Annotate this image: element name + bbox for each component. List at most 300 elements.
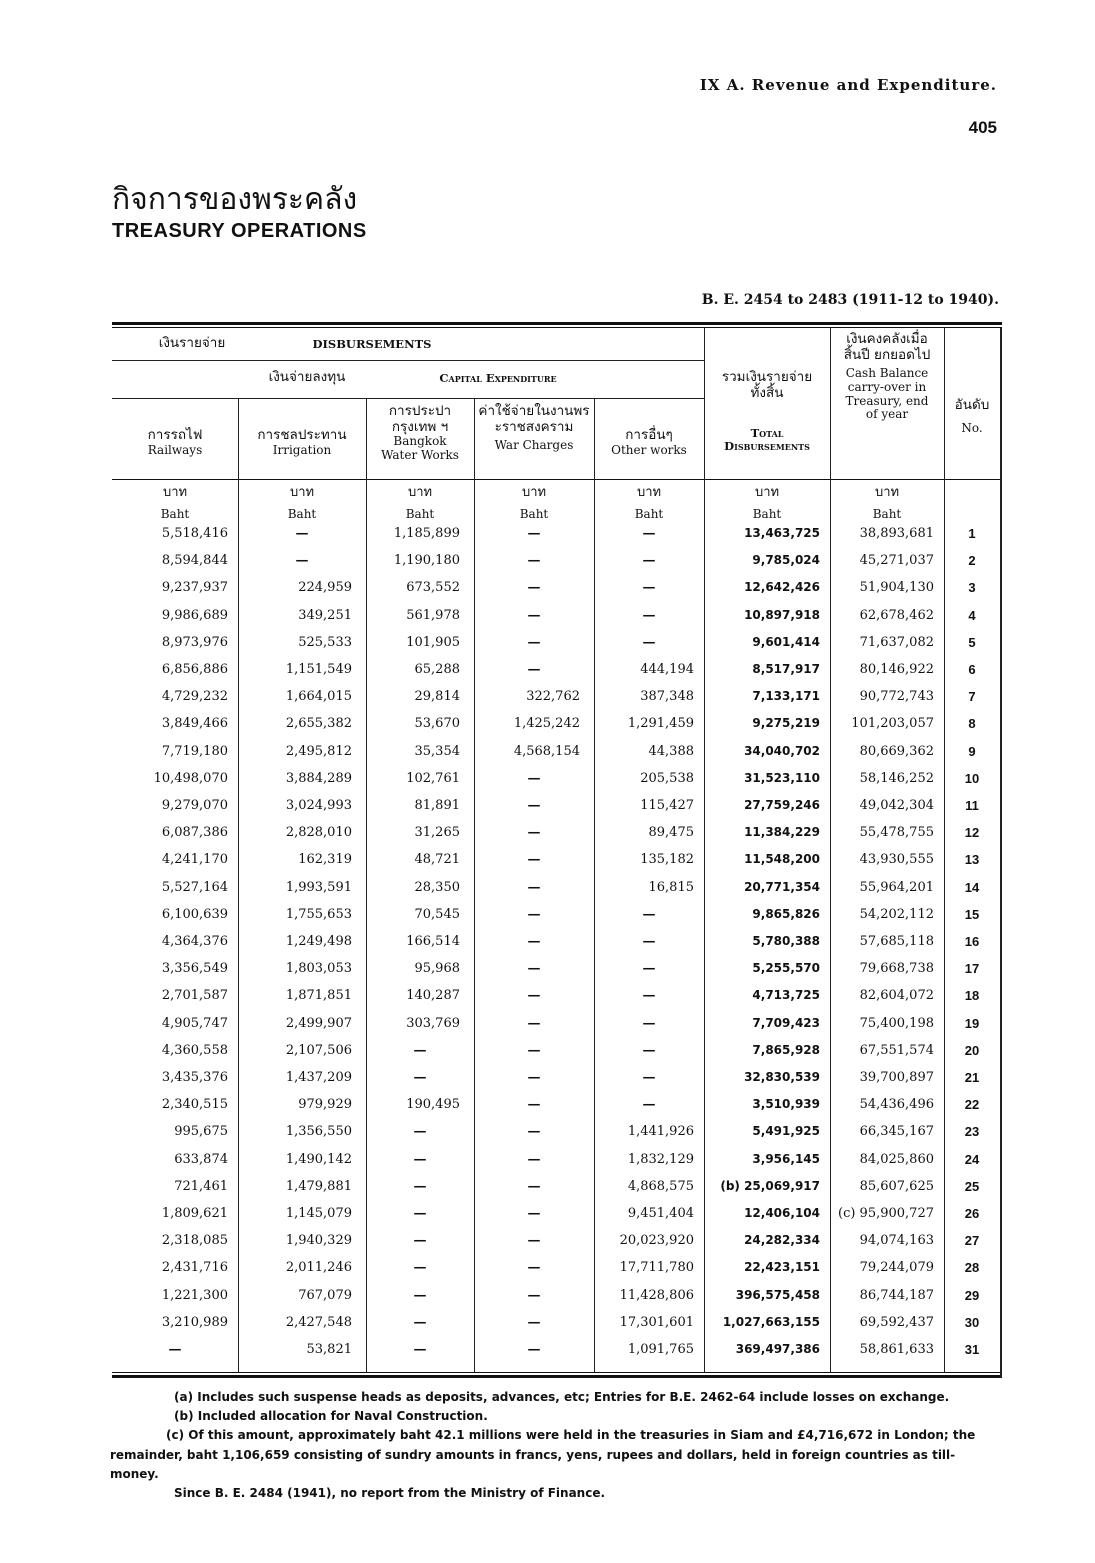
table-cell: 9,865,826 [752, 906, 820, 921]
table-cell: 84,025,860 [859, 1151, 934, 1167]
table-cell: 9,237,937 [161, 580, 228, 596]
row-number: 30 [964, 1314, 980, 1330]
table-row [112, 526, 1002, 553]
table-top-rule [112, 322, 1002, 325]
table-cell: 75,400,198 [859, 1015, 934, 1031]
row-number: 14 [964, 879, 980, 895]
table-cell: 3,884,289 [285, 770, 352, 786]
table-row [112, 825, 1002, 852]
row-number: 11 [965, 798, 979, 813]
table-cell: 9,451,404 [627, 1206, 694, 1221]
row-number: 4 [968, 607, 976, 623]
table-cell: — [527, 770, 541, 786]
table-cell: 2,318,085 [161, 1233, 228, 1249]
table-cell: 205,538 [640, 770, 694, 786]
table-row [112, 907, 1002, 934]
table-cell: — [527, 988, 541, 1004]
col-head-total [704, 370, 830, 453]
table-cell: 1,151,549 [285, 662, 352, 677]
table-cell: 387,348 [640, 689, 694, 705]
unit-baht: Baht [752, 507, 782, 521]
table-cell: — [527, 1178, 541, 1194]
table-cell: 69,592,437 [859, 1314, 934, 1330]
table-cell: 7,709,423 [752, 1015, 820, 1030]
table-cell: 3,435,376 [161, 1070, 228, 1085]
table-row [112, 689, 1002, 716]
table-cell: 102,761 [406, 770, 460, 786]
row-number: 12 [964, 825, 980, 841]
table-cell: 767,079 [298, 1287, 352, 1303]
table-cell: 2,431,716 [161, 1260, 228, 1276]
table-cell: 162,319 [298, 852, 352, 868]
table-cell: 66,345,167 [859, 1124, 934, 1140]
page-number: 405 [968, 118, 997, 137]
table-cell: 80,146,922 [859, 662, 934, 677]
table-cell: — [642, 580, 656, 596]
table-cell: — [295, 526, 309, 541]
unit-baht: Baht [160, 507, 190, 521]
table-row [112, 662, 1002, 689]
table-cell: 38,893,681 [859, 526, 934, 541]
table-cell: — [413, 1070, 427, 1085]
table-cell: 8,973,976 [161, 634, 228, 650]
row-number: 28 [964, 1260, 980, 1276]
table-cell: 1,993,591 [285, 879, 352, 895]
table-cell: — [642, 1015, 656, 1031]
table-cell: 2,701,587 [161, 988, 228, 1004]
col-thai: การรถไฟ [147, 427, 203, 443]
table-row [112, 716, 1002, 743]
table-cell: 79,244,079 [859, 1260, 934, 1276]
row-number: 23 [964, 1124, 980, 1140]
unit-thai: บาท [521, 485, 547, 500]
table-cell: 94,074,163 [859, 1233, 934, 1249]
table-cell: — [527, 1233, 541, 1249]
table-cell: 28,350 [414, 879, 460, 895]
table-cell: 1,145,079 [285, 1206, 352, 1221]
table-cell: (b) 25,069,917 [720, 1178, 820, 1193]
table-cell: 13,463,725 [744, 526, 820, 540]
table-cell: 11,548,200 [744, 852, 820, 867]
table-cell: 166,514 [406, 934, 460, 949]
table-cell: — [642, 961, 656, 977]
table-cell: — [413, 1314, 427, 1330]
table-cell: 2,499,907 [285, 1015, 352, 1031]
table-cell: — [527, 934, 541, 949]
table-cell: 55,964,201 [859, 879, 934, 895]
table-cell: 62,678,462 [859, 607, 934, 623]
table-cell: 3,356,549 [161, 961, 228, 977]
table-cell: — [527, 1287, 541, 1303]
capital-label: Capital Expenditure [439, 371, 557, 385]
col-head-other [594, 428, 704, 457]
table-cell: 31,265 [414, 825, 460, 841]
table-cell: 190,495 [406, 1097, 460, 1113]
table-cell: 29,814 [414, 689, 460, 705]
col-head-railways [112, 428, 238, 457]
table-cell: 1,871,851 [285, 988, 352, 1004]
table-cell: 43,930,555 [859, 852, 934, 868]
unit-thai: บาท [874, 485, 900, 500]
table-cell: 12,642,426 [744, 580, 820, 595]
table-cell: 70,545 [414, 906, 460, 922]
table-cell: 11,384,229 [744, 825, 820, 840]
table-cell: 303,769 [406, 1015, 460, 1031]
table-cell: 9,785,024 [752, 553, 820, 568]
row-number: 15 [964, 906, 980, 922]
table-cell: 2,340,515 [161, 1097, 228, 1113]
table-cell: — [642, 634, 656, 650]
table-cell: 32,830,539 [744, 1070, 820, 1084]
table-cell: 20,771,354 [744, 879, 820, 894]
unit-thai: บาท [289, 485, 315, 500]
footnote-since: Since B. E. 2484 (1941), no report from the Ministry of Finance. [174, 1485, 606, 1500]
table-cell: 71,637,082 [859, 634, 934, 650]
table-row [112, 852, 1002, 879]
table-cell: 7,133,171 [752, 689, 820, 704]
row-number: 18 [964, 988, 980, 1004]
table-cell: 369,497,386 [735, 1342, 820, 1356]
table-cell: — [527, 852, 541, 868]
row-number: 5 [968, 634, 976, 650]
table-cell: — [413, 1151, 427, 1167]
row-number: 27 [964, 1233, 980, 1249]
table-cell: 3,024,993 [285, 798, 352, 813]
row-number: 22 [964, 1097, 980, 1113]
col-head-waterworks [366, 404, 474, 463]
table-cell: — [527, 879, 541, 895]
table-cell: 1,091,765 [627, 1342, 694, 1357]
unit-baht: Baht [405, 507, 435, 521]
table-cell: 2,655,382 [285, 716, 352, 732]
table-cell: 95,968 [414, 961, 460, 977]
table-cell: — [413, 1124, 427, 1140]
row-number: 10 [964, 770, 980, 786]
row-number: 1 [968, 526, 976, 541]
table-cell: 349,251 [298, 607, 352, 623]
table-row [112, 988, 1002, 1015]
table-row [112, 880, 1002, 907]
row-number: 6 [968, 662, 976, 677]
row-number: 29 [964, 1287, 980, 1303]
col-en: No. [961, 420, 983, 435]
table-cell: 65,288 [414, 662, 460, 677]
table-row [112, 580, 1002, 607]
table-cell: 17,301,601 [619, 1314, 694, 1330]
table-cell: 6,087,386 [161, 825, 228, 841]
table-cell: 4,713,725 [752, 988, 820, 1003]
table-cell: 4,241,170 [161, 852, 228, 868]
table-cell: 995,675 [174, 1124, 228, 1140]
unit-baht: Baht [287, 507, 317, 521]
table-cell: 58,861,633 [859, 1342, 934, 1357]
table-row [112, 1206, 1002, 1233]
table-row [112, 1260, 1002, 1287]
disbursements-thai: เงินรายจ่าย [158, 335, 226, 351]
table-bottom-rule [112, 1375, 1002, 1378]
table-cell: — [413, 1042, 427, 1058]
table-cell: 5,491,925 [752, 1124, 820, 1139]
capital-thai: เงินจ่ายลงทุน [268, 369, 346, 385]
table-cell: 673,552 [406, 580, 460, 596]
table-cell: 4,360,558 [161, 1042, 228, 1058]
col-thai: การประปา กรุงเทพ ฯ [388, 403, 452, 435]
col-thai: การชลประทาน [257, 427, 347, 443]
table-cell: 10,897,918 [744, 607, 820, 622]
table-cell: 11,428,806 [619, 1287, 694, 1303]
table-cell: — [527, 607, 541, 623]
table-cell: 101,203,057 [851, 716, 934, 732]
table-cell: 44,388 [648, 743, 694, 759]
table-cell: — [527, 1015, 541, 1031]
table-cell: 79,668,738 [859, 961, 934, 977]
table-cell: 322,762 [526, 689, 580, 705]
table-cell: 85,607,625 [859, 1178, 934, 1194]
table-cell: 4,868,575 [627, 1178, 694, 1194]
table-cell: 1,832,129 [627, 1151, 694, 1167]
col-head-irrigation [238, 428, 366, 457]
table-cell: 4,364,376 [161, 934, 228, 949]
table-cell: 3,956,145 [752, 1151, 820, 1166]
table-row [112, 1315, 1002, 1342]
footnote-b: (b) Included allocation for Naval Construction. [174, 1409, 488, 1424]
row-number: 17 [964, 961, 980, 977]
table-cell: 1,291,459 [627, 716, 694, 732]
table-cell: — [527, 1042, 541, 1058]
table-cell: — [413, 1342, 427, 1357]
table-cell: (c) 95,900,727 [838, 1206, 934, 1221]
table-cell: 4,729,232 [161, 689, 228, 705]
table-cell: 31,523,110 [744, 770, 820, 785]
table-cell: — [527, 526, 541, 541]
unit-baht: Baht [519, 507, 549, 521]
table-row [112, 1288, 1002, 1315]
table-cell: — [642, 934, 656, 949]
table-cell: — [527, 553, 541, 569]
col-en: Other works [611, 442, 687, 457]
table-cell: 4,905,747 [161, 1015, 228, 1031]
table-cell: 7,719,180 [161, 743, 228, 759]
table-cell: 1,027,663,155 [722, 1314, 820, 1329]
table-cell: 35,354 [414, 743, 460, 759]
table-cell: 6,856,886 [161, 662, 228, 677]
table-row [112, 1179, 1002, 1206]
table-cell: 444,194 [640, 662, 694, 677]
table-cell: 9,986,689 [161, 607, 228, 623]
table-cell: 140,287 [406, 988, 460, 1004]
row-number: 13 [964, 852, 980, 868]
period-label: B. E. 2454 to 2483 (1911-12 to 1940). [701, 292, 999, 308]
table-cell: 561,978 [406, 607, 460, 623]
table-cell: 3,510,939 [752, 1097, 820, 1112]
table-cell: — [413, 1287, 427, 1303]
table-cell: 396,575,458 [735, 1287, 820, 1302]
table-cell: 721,461 [174, 1178, 228, 1194]
table-cell: 8,517,917 [752, 662, 820, 676]
unit-baht: Baht [872, 507, 902, 521]
table-cell: 9,279,070 [161, 798, 228, 813]
table-cell: 2,427,548 [285, 1314, 352, 1330]
table-cell: 54,202,112 [859, 906, 934, 922]
table-cell: 17,711,780 [619, 1260, 694, 1276]
table-row [112, 744, 1002, 771]
col-thai: การอื่นๆ [625, 427, 673, 443]
table-cell: 39,700,897 [859, 1070, 934, 1085]
unit-thai: บาท [754, 485, 780, 500]
table-cell: 979,929 [298, 1097, 352, 1113]
footnote-c: (c) Of this amount, approximately baht 42.1 millions were held in the treasuries in Siam and £4,716,672 in London; the remainder, baht 1,106,659 consisting of sundry amounts in francs, yens, rupees and dollars, held in foreign countries as till-money. [110, 1428, 976, 1481]
col-en: Irrigation [272, 442, 332, 457]
table-cell: 45,271,037 [859, 553, 934, 569]
table-row [112, 1152, 1002, 1179]
header-bottom-rule [112, 479, 1002, 480]
table-cell: 57,685,118 [859, 934, 934, 949]
table-cell: 9,275,219 [752, 716, 820, 731]
table-cell: 5,527,164 [161, 879, 228, 895]
table-cell: 5,255,570 [752, 961, 820, 976]
table-cell: — [642, 1042, 656, 1058]
table-cell: 16,815 [648, 879, 694, 895]
disbursements-label: DISBURSEMENTS [312, 337, 432, 351]
table-cell: 48,721 [414, 852, 460, 868]
table-cell: 10,498,070 [153, 770, 228, 786]
table-cell: 12,406,104 [744, 1206, 820, 1220]
table-cell: 81,891 [414, 798, 460, 813]
col-en: Railways [147, 442, 203, 457]
table-cell: 67,551,574 [859, 1042, 934, 1058]
row-number: 26 [964, 1206, 980, 1221]
table-row [112, 1124, 1002, 1151]
table-cell: 9,601,414 [752, 634, 820, 649]
table-cell: 27,759,246 [744, 798, 820, 812]
table-cell: — [413, 1206, 427, 1221]
table-cell: — [527, 906, 541, 922]
table-cell: 1,664,015 [285, 689, 352, 705]
table-row [112, 934, 1002, 961]
table-cell: — [642, 1097, 656, 1113]
table-cell: — [527, 825, 541, 841]
table-cell: 1,479,881 [285, 1178, 352, 1194]
table-cell: 5,518,416 [161, 526, 228, 541]
row-number: 3 [968, 580, 976, 596]
row-number: 2 [968, 553, 976, 569]
table-cell: 1,940,329 [285, 1233, 352, 1249]
table-cell: — [527, 662, 541, 677]
table-cell: 20,023,920 [619, 1233, 694, 1249]
table-cell: 90,772,743 [859, 689, 934, 705]
table-cell: 1,755,653 [285, 906, 352, 922]
table-cell: 53,670 [414, 716, 460, 732]
table-cell: 2,495,812 [285, 743, 352, 759]
table-cell: — [527, 1206, 541, 1221]
col-head-war [474, 404, 594, 453]
table-cell: 1,190,180 [393, 553, 460, 569]
table-cell: — [413, 1233, 427, 1249]
table-cell: 3,210,989 [161, 1314, 228, 1330]
table-bottom-rule-thin [112, 1372, 1002, 1373]
row-number: 16 [964, 934, 980, 949]
table-cell: 49,042,304 [859, 798, 934, 813]
footnotes [110, 1388, 1018, 1503]
table-cell: 22,423,151 [744, 1260, 820, 1275]
table-cell: 53,821 [306, 1342, 352, 1357]
table-cell: 633,874 [174, 1151, 228, 1167]
table-cell: 2,828,010 [285, 825, 352, 841]
col-en: Bangkok Water Works [381, 434, 459, 462]
table-cell: 54,436,496 [859, 1097, 934, 1113]
table-cell: 2,011,246 [285, 1260, 352, 1276]
table-cell: 1,221,300 [161, 1287, 228, 1303]
table-cell: 1,437,209 [285, 1070, 352, 1085]
table-cell: 1,809,621 [161, 1206, 228, 1221]
col-thai: เงินคงคลังเมื่อสิ้นปี ยกยอดไป [843, 331, 931, 363]
table-cell: 2,107,506 [285, 1042, 352, 1058]
col-thai: อันดับ [954, 397, 990, 413]
table-cell: 101,905 [406, 634, 460, 650]
table-cell: — [642, 906, 656, 922]
group-rule [112, 360, 704, 361]
row-number: 31 [964, 1342, 980, 1357]
col-thai: รวมเงินรายจ่ายทั้งสิ้น [721, 369, 813, 401]
table-cell: 24,282,334 [744, 1233, 820, 1248]
table-cell: 34,040,702 [744, 743, 820, 758]
row-number: 8 [968, 716, 976, 732]
table-cell: 51,904,130 [859, 580, 934, 596]
table-cell: — [642, 1070, 656, 1085]
treasury-table [112, 322, 1002, 1380]
table-cell: — [527, 1097, 541, 1113]
table-row [112, 961, 1002, 988]
table-cell: 5,780,388 [752, 934, 820, 948]
col-en: War Charges [494, 438, 574, 453]
unit-thai: บาท [636, 485, 662, 500]
col-thai: ค่าใช้จ่ายในงานพระราชสงคราม [478, 403, 590, 435]
table-cell: — [527, 1124, 541, 1140]
table-cell: — [413, 1260, 427, 1276]
table-row [112, 1070, 1002, 1097]
footnote-a: (a) Includes such suspense heads as deposits, advances, etc; Entries for B.E. 2462-64 include losses on exchange. [174, 1390, 950, 1404]
table-cell: — [527, 1070, 541, 1085]
table-cell: 1,185,899 [393, 526, 460, 541]
table-cell: 115,427 [640, 798, 694, 813]
col-en: Total Disbursements [724, 426, 810, 454]
table-cell: 135,182 [640, 852, 694, 868]
table-cell: 8,594,844 [161, 553, 228, 569]
table-top-rule-thin [112, 327, 1002, 328]
table-row [112, 608, 1002, 635]
unit-baht: Baht [634, 507, 664, 521]
table-cell: — [413, 1178, 427, 1194]
table-cell: 1,803,053 [285, 961, 352, 977]
table-cell: 58,146,252 [859, 770, 934, 786]
table-cell: 80,669,362 [859, 743, 934, 759]
row-number: 25 [964, 1178, 980, 1194]
table-cell: — [527, 961, 541, 977]
table-cell: 1,356,550 [285, 1124, 352, 1140]
table-row [112, 635, 1002, 662]
table-row [112, 1043, 1002, 1070]
table-cell: 82,604,072 [859, 988, 934, 1004]
title-english: TREASURY OPERATIONS [112, 220, 367, 242]
table-cell: — [527, 1260, 541, 1276]
row-number: 19 [964, 1015, 980, 1031]
table-row [112, 1342, 1002, 1369]
col-head-cash [830, 332, 944, 422]
table-cell: — [295, 553, 309, 569]
table-row [112, 798, 1002, 825]
table-cell: 1,490,142 [285, 1151, 352, 1167]
row-number: 21 [964, 1070, 980, 1085]
